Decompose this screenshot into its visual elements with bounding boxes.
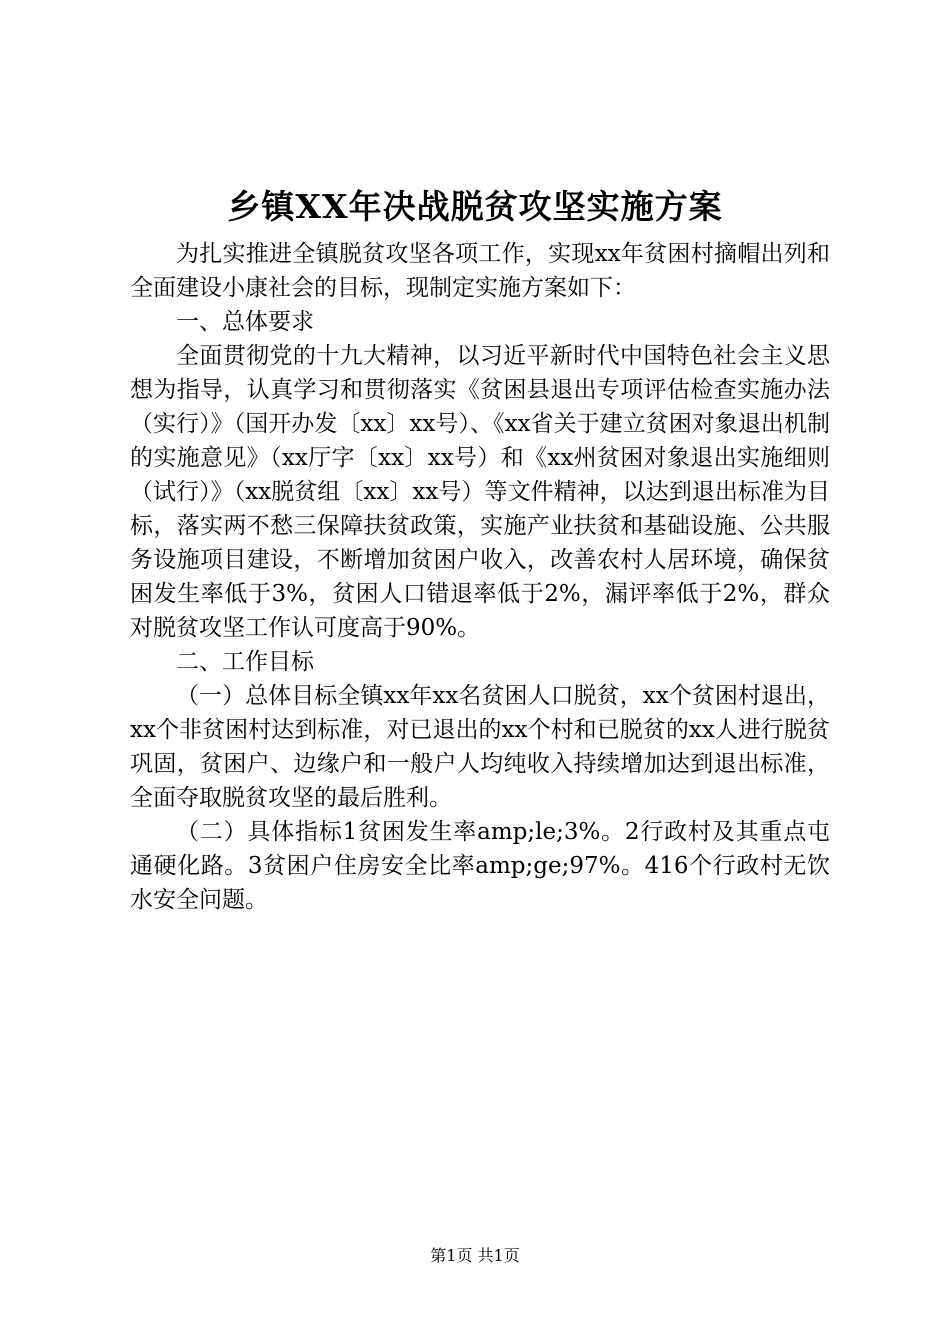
document-title: 乡镇XX年决战脱贫攻坚实施方案: [227, 187, 723, 226]
intro-paragraph: 为扎实推进全镇脱贫攻坚各项工作，实现xx年贫困村摘帽出列和全面建设小康社会的目标，现制定实施方案如下：: [130, 241, 830, 301]
general-requirements-paragraph: 全面贯彻党的十九大精神，以习近平新时代中国特色社会主义思想为指导，认真学习和贯彻落实《贫困县退出专项评估检查实施办法（实行）》（国开办发〔xx〕xx号）、《xx省关于建立贫困对象退出机制的实施意见》（xx厅字〔xx〕xx号）和《xx州贫困对象退出实施细则（试行）》（xx脱贫组〔xx〕xx号）等文件精神，以达到退出标准为目标，落实两不愁三保障扶贫政策，实施产业扶贫和基础设施、公共服务设施项目建设，不断增加贫困户收入，改善农村人居环境，确保贫困发生率低于3%，贫困人口错退率低于2%，漏评率低于2%，群众对脱贫攻坚工作认可度高于90%。: [130, 343, 830, 641]
page-footer: 第1页 共1页: [430, 1246, 520, 1265]
specific-indicators-paragraph: （二）具体指标1贫困发生率amp;le;3%。2行政村及其重点屯通硬化路。3贫困户住房安全比率amp;ge;97%。416个行政村无饮水安全问题。: [130, 819, 830, 913]
overall-goal-paragraph: （一）总体目标全镇xx年xx名贫困人口脱贫，xx个贫困村退出，xx个非贫困村达到标准，对已退出的xx个村和已脱贫的xx人进行脱贫巩固，贫困户、边缘户和一般户人均纯收入持续增加达到退出标准，全面夺取脱贫攻坚的最后胜利。: [130, 683, 830, 811]
section-heading-work-goals: 二、工作目标: [176, 649, 314, 675]
document-body: [130, 237, 830, 917]
section-heading-general-requirements: 一、总体要求: [176, 309, 314, 335]
